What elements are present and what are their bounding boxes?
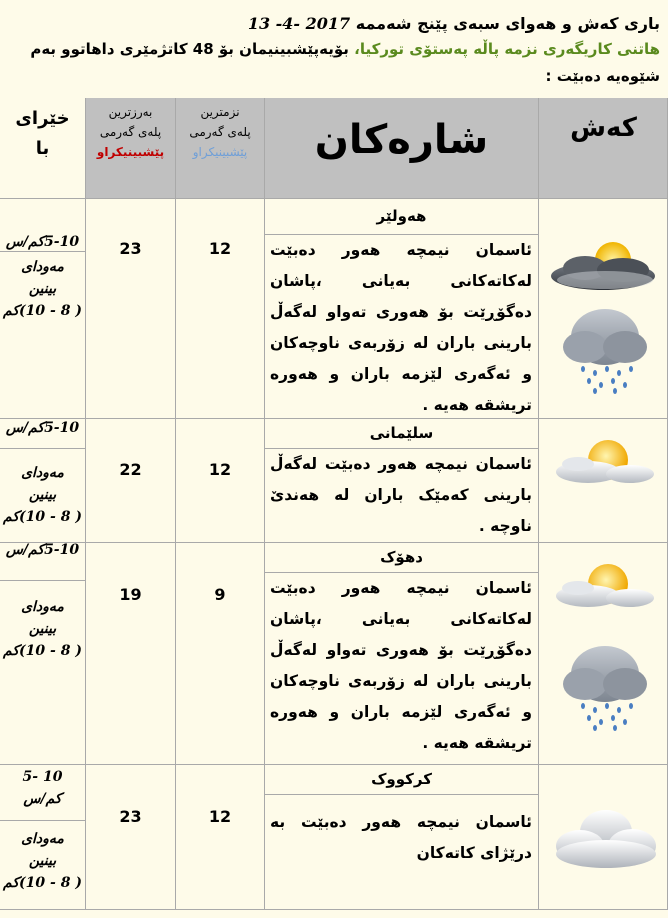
header-green-text: هاتنی کاریگەری نزمە پاڵە پەستۆی تورکیا،: [354, 40, 660, 58]
wind-speed-header: خێرای با: [15, 108, 70, 159]
rain-cloud-icon: [555, 640, 655, 732]
min-temp-kirkuk: 12: [208, 807, 232, 826]
forecast-erbil: ئاسمان نیمچە هەور دەبێت لەکاتەکانی بەیانی ،پاشان دەگۆڕێت بۆ هەوری تەواو لەگەڵ بارینی باران لە زۆربەی ناوچەکان و ئەگەری لێزمە باران و هەورە تریشقە هەیە .: [270, 241, 532, 414]
min-temp-header: نزمترین پلەی گەرمی پێشبینیکراو: [189, 105, 251, 159]
forecast-sulaymaniyah: ئاسمان نیمچە هەور دەبێت لەگەڵ بارینی کەمێک باران لە هەندێ ناوچە .: [270, 455, 532, 535]
storm-cloud-icon: [545, 238, 660, 298]
min-temp-sulaymaniyah: 12: [208, 460, 232, 479]
city-duhok: دهۆک: [380, 548, 423, 566]
max-temp-erbil: 23: [119, 239, 142, 258]
header-line-3: شێوەیە دەبێت :: [545, 67, 660, 85]
visibility-sulaymaniyah: مەودای بینین ( 8 - 10)کم: [3, 465, 82, 525]
city-erbil: هەولێر: [376, 207, 427, 225]
forecast-duhok: ئاسمان نیمچە هەور دەبێت لەکاتەکانی بەیانی ،پاشان دەگۆڕێت بۆ هەوری تەواو لەگەڵ بارینی باران لە زۆربەی ناوچەکان و ئەگەری لێزمە باران و هەورە تریشقە هەیە .: [270, 579, 532, 752]
wind-speed-duhok: 5-10کم/س: [5, 542, 80, 558]
forecast-date: 13 -4- 2017: [247, 14, 351, 33]
forecast-table: [0, 98, 668, 910]
forecast-kirkuk: ئاسمان نیمچە هەور دەبێت بە درێژای کاتەکان: [270, 813, 532, 862]
partly-cloudy-icon: [548, 434, 658, 494]
city-sulaymaniyah: سلێمانی: [369, 424, 434, 442]
max-temp-header: بەرزترین پلەی گەرمی پێشبینیکراو: [96, 105, 165, 159]
cloudy-icon: [548, 798, 663, 878]
header-line-2: هاتنی کاریگەری نزمە پاڵە پەستۆی تورکیا، بۆیەپێشبینیمان بۆ 48 کاتژمێری داهاتوو بەم: [30, 40, 660, 58]
min-temp-erbil: 12: [208, 239, 232, 258]
max-temp-kirkuk: 23: [119, 807, 142, 826]
rain-cloud-icon: [555, 303, 655, 395]
max-temp-sulaymaniyah: 22: [119, 460, 142, 479]
city-kirkuk: کرکووک: [371, 770, 432, 788]
min-temp-duhok: 9: [214, 585, 226, 604]
header-title: باری کەش و هەوای سبەی پێنج شەممە 13 -4- 2017: [247, 14, 660, 33]
wind-speed-sulaymaniyah: 5-10کم/س: [5, 420, 80, 436]
visibility-kirkuk: مەودای بینین ( 8 - 10)کم: [3, 831, 82, 891]
wind-speed-erbil: 5-10کم/س: [5, 234, 80, 250]
partly-cloudy-icon: [548, 558, 658, 618]
max-temp-duhok: 19: [119, 585, 142, 604]
cities-header: شارەکان: [314, 117, 489, 163]
page-header: [0, 0, 668, 98]
weather-header: کەش: [570, 113, 637, 143]
visibility-duhok: مەودای بینین ( 8 - 10)کم: [3, 599, 82, 659]
visibility-erbil: مەودای بینین ( 8 - 10)کم: [3, 259, 82, 319]
wind-speed-kirkuk: 5- 10 کم/س: [22, 769, 63, 807]
